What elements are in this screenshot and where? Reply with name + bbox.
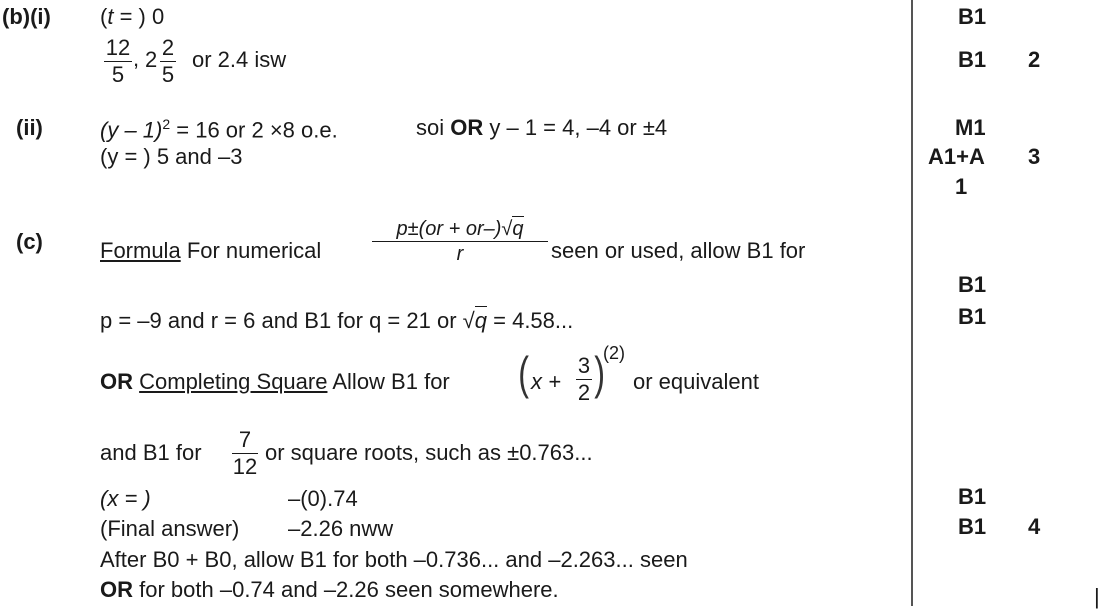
fraction-3-over-2	[576, 355, 592, 404]
fraction-denominator: 5	[111, 62, 125, 87]
equation-y-minus-1-squared: (y – 1)$^2$ = 16 or 2 ×8 o.e.	[100, 116, 338, 143]
part-label-ii: (ii)	[16, 115, 43, 140]
fraction-numerator: 2	[161, 35, 175, 60]
total-marks: 2	[1028, 47, 1041, 72]
mark-a1-a: A1+A	[928, 144, 985, 169]
fraction-numerator: 7	[238, 427, 252, 452]
soi-or-equation: soi OR y – 1 = 4, –4 or ±4	[416, 115, 668, 140]
fraction-numerator: p±(or + or–)√q	[396, 218, 524, 240]
or-both-text: OR for both –0.74 and –2.26 seen somewhere.	[100, 577, 559, 602]
mark-b1: B1	[958, 514, 987, 539]
t-equation: (t = ) 0	[100, 4, 165, 29]
comma: ,	[133, 46, 140, 71]
seen-or-used-text: seen or used, allow B1 for	[551, 238, 806, 263]
mark-b1: B1	[958, 304, 987, 329]
y-solutions: (y = ) 5 and –3	[100, 144, 243, 169]
final-answer-value: –2.26 nww	[288, 516, 394, 541]
x-plus: x +	[531, 369, 561, 394]
square-roots-text: or square roots, such as ±0.763...	[265, 440, 593, 465]
quadratic-formula-fraction	[372, 219, 548, 264]
formula-label: Formula For numerical	[100, 238, 322, 263]
x-equals-value: –(0).74	[288, 486, 358, 511]
mark-b1: B1	[958, 47, 987, 72]
fraction-denominator: 5	[161, 62, 175, 87]
or-equivalent-text: or equivalent	[633, 369, 759, 394]
fraction-denominator: 2	[577, 380, 591, 405]
mark-m1: M1	[955, 115, 986, 140]
total-marks: 3	[1028, 144, 1041, 169]
part-label-c: (c)	[16, 229, 43, 254]
or-2-4-isw: or 2.4 isw	[192, 47, 287, 72]
part-label-b-i: (b)(i)	[2, 4, 51, 29]
fraction-12-over-5	[104, 37, 132, 86]
exponent-2: (2)	[603, 343, 625, 363]
mark-b1: B1	[958, 4, 987, 29]
fraction-denominator: r	[456, 243, 464, 265]
x-equals-label: (x = )	[100, 486, 151, 511]
mark-column-divider	[911, 0, 913, 606]
fraction-2-over-5	[160, 37, 176, 86]
final-answer-label: (Final answer)	[100, 516, 240, 541]
fraction-numerator: 3	[577, 353, 591, 378]
mixed-whole: 2	[145, 47, 158, 72]
mark-b1: B1	[958, 272, 987, 297]
and-b1-for-text: and B1 for	[100, 440, 202, 465]
after-b0-text: After B0 + B0, allow B1 for both –0.736... and –2.263... seen	[100, 547, 688, 572]
fraction-numerator: 12	[105, 35, 131, 60]
edge-mark: |	[1094, 584, 1100, 609]
mark-a1-cont: 1	[955, 174, 968, 199]
numerical-values-text: p = –9 and r = 6 and B1 for q = 21 or √q = 4.58...	[100, 308, 574, 333]
fraction-denominator: 12	[232, 454, 258, 479]
mark-b1: B1	[958, 484, 987, 509]
right-parenthesis: )	[594, 347, 606, 399]
left-parenthesis: (	[518, 347, 530, 399]
fraction-7-over-12	[232, 429, 258, 478]
total-marks: 4	[1028, 514, 1041, 539]
completing-square-text: OR Completing Square Allow B1 for	[100, 369, 450, 394]
